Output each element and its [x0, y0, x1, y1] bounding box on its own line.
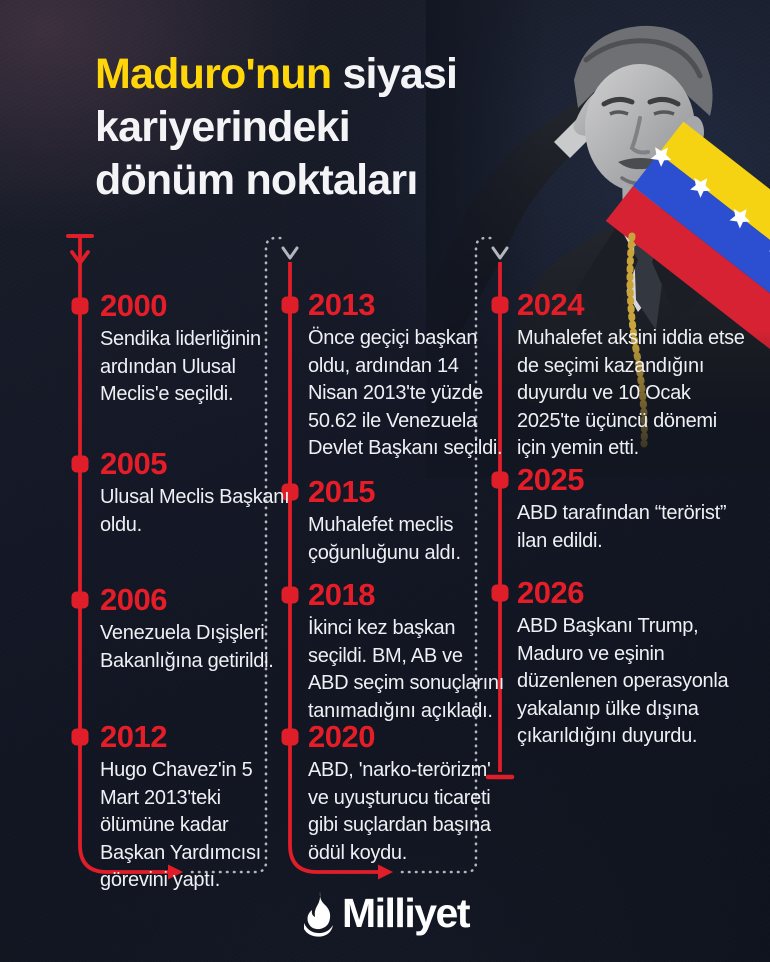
timeline-event-2025 [517, 463, 745, 555]
event-year: 2026 [517, 575, 584, 610]
event-year: 2025 [517, 462, 584, 497]
timeline-event-2012 [100, 720, 292, 895]
title-line-2: kariyerindeki [95, 103, 350, 151]
timeline-event-2020 [308, 720, 505, 867]
event-description: Venezuela Dışişleri Bakanlığına getirildi. [100, 622, 274, 672]
event-year: 2000 [100, 288, 167, 323]
event-description: ABD Başkanı Trump, Maduro ve eşinin düzenlenen operasyonla yakalanıp ülke dışına çıkarıldığını duyurdu. [517, 615, 729, 747]
timeline-event-2005 [100, 447, 292, 539]
event-description: Ulusal Meclis Başkanı oldu. [100, 486, 290, 536]
event-description: Hugo Chavez'in 5 Mart 2013'teki ölümüne kadar Başkan Yardımcısı görevini yaptı. [100, 759, 261, 891]
event-description: ABD tarafından “terörist” ilan edildi. [517, 502, 727, 552]
page-title [95, 48, 525, 207]
event-year: 2012 [100, 719, 167, 754]
event-description: Muhalefet aksini iddia etse de seçimi kazandığını duyurdu ve 10 Ocak 2025'te üçüncü dönemi için yemin etti. [517, 327, 745, 459]
arrow-down-icon [283, 248, 297, 258]
event-year: 2024 [517, 287, 584, 322]
event-year: 2013 [308, 287, 375, 322]
event-description: Muhalefet meclis çoğunluğunu aldı. [308, 514, 461, 564]
title-line1-rest: siyasi [331, 50, 458, 98]
event-description: Sendika liderliğinin ardından Ulusal Meclis'e seçildi. [100, 328, 261, 405]
timeline-node [72, 456, 89, 473]
title-highlight: Maduro'nun [95, 50, 332, 98]
event-year: 2015 [308, 474, 375, 509]
timeline-event-2013 [308, 288, 505, 463]
title-line-1 [95, 48, 525, 101]
event-year: 2020 [308, 719, 375, 754]
logo-text: Milliyet [342, 889, 469, 936]
timeline-event-2024 [517, 288, 745, 463]
footer-logo [0, 889, 770, 937]
title-line-3: dönüm noktaları [95, 156, 418, 204]
timeline-event-2015 [308, 475, 505, 567]
event-year: 2005 [100, 446, 167, 481]
event-description: ABD, 'narko-terörizm' ve uyuşturucu ticareti gibi suçlardan başına ödül koydu. [308, 759, 491, 864]
event-description: Önce geçiçi başkan oldu, ardından 14 Nisan 2013'te yüzde 50.62 ile Venezuela Devlet Başkanı seçildi. [308, 327, 503, 459]
event-description: İkinci kez başkan seçildi. BM, AB ve ABD seçim sonuçlarını tanımadığını açıkladı. [308, 617, 504, 722]
timeline-node [72, 592, 89, 609]
timeline-event-2018 [308, 578, 505, 725]
flame-icon [301, 889, 335, 937]
timeline-node [72, 729, 89, 746]
event-year: 2018 [308, 577, 375, 612]
timeline-node [72, 298, 89, 315]
event-year: 2006 [100, 582, 167, 617]
timeline-event-2026 [517, 576, 745, 751]
timeline-event-2006 [100, 583, 292, 675]
timeline-event-2000 [100, 289, 292, 409]
arrow-down-icon [493, 248, 507, 258]
